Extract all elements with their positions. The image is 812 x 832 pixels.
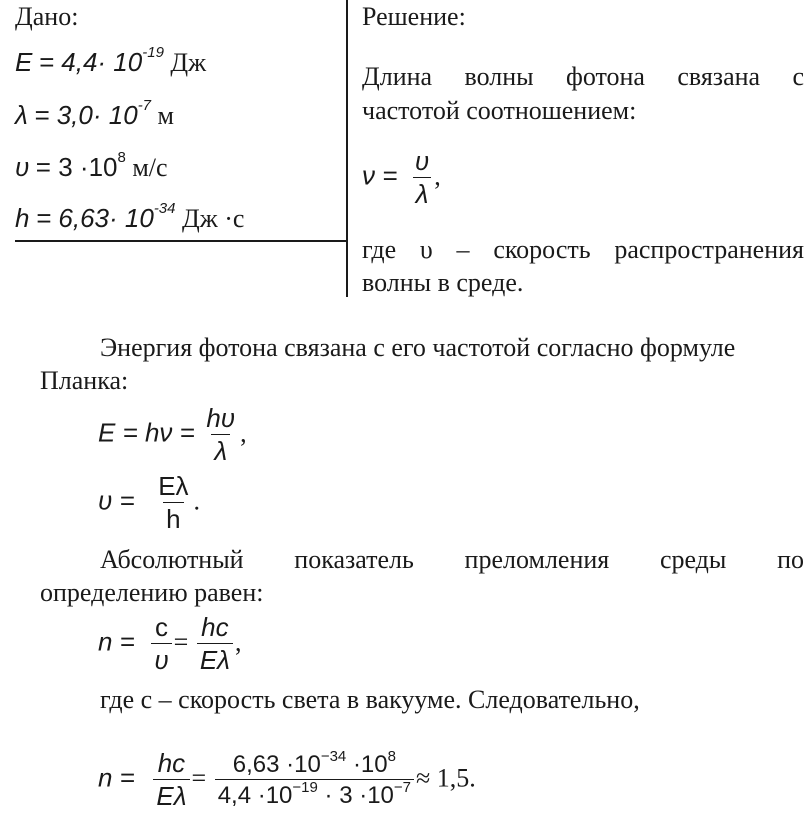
equation-result — [98, 750, 476, 811]
given-divider-horizontal — [15, 240, 346, 242]
index-text-line1: Абсолютный показатель преломления среды по — [100, 545, 804, 574]
solution-intro-line1: Длина волны фотона связана с — [362, 62, 804, 91]
equation-index-numerator1: c — [155, 612, 169, 642]
planck-text-line2: Планка: — [40, 366, 129, 395]
index-text-line2: определению равен: — [40, 578, 264, 607]
equation-index-denominator2: Eλ — [197, 643, 233, 674]
equation-speed-lhs: υ = — [98, 485, 135, 516]
solution-intro-line2: частотой соотношением: — [362, 96, 637, 125]
frequency-formula-tail: , — [434, 161, 441, 191]
equation-energy — [98, 405, 247, 466]
wavelength-symbol: λ — [15, 100, 28, 130]
equation-result-equals: = — [191, 763, 207, 793]
equation-index-numerator2: hc — [201, 612, 229, 642]
speed-mantissa: 3 — [58, 152, 73, 182]
equation-speed-denominator: h — [163, 502, 183, 533]
planck-exponent: -34 — [153, 200, 176, 217]
equation-index-denominator1: υ — [151, 643, 171, 674]
speed-unit: м/с — [132, 153, 168, 182]
equation-result-denominator1: Eλ — [153, 779, 189, 810]
solution-heading: Решение: — [362, 2, 466, 31]
speed-symbol: υ — [15, 152, 30, 182]
equation-result-numerator2: $6,63 \cdot 10^{-34} \cdot 10^8$ — [232, 748, 396, 779]
given-wavelength: $\lambda = 3,0\cdot 10^{-7}$ м — [15, 97, 174, 130]
frequency-formula-numerator: υ — [414, 146, 430, 176]
equation-speed-numerator: Eλ — [158, 471, 189, 501]
energy-symbol: E — [15, 47, 33, 77]
wavelength-mantissa: 3,0 — [56, 100, 93, 130]
wavelength-exponent: -7 — [137, 97, 152, 114]
wavelength-unit: м — [157, 101, 174, 130]
planck-symbol: h — [15, 203, 30, 233]
energy-mantissa: 4,4 — [61, 47, 98, 77]
speed-exponent: 8 — [117, 149, 126, 166]
equation-index-lhs: n = — [98, 626, 135, 657]
given-energy: $E = 4,4\cdot 10^{-19}$ Дж — [15, 44, 207, 77]
given-divider-vertical — [346, 0, 348, 297]
equation-result-numerator1: hc — [157, 748, 186, 778]
light-text-line: где c – скорость света в вакууме. Следовательно, — [100, 685, 640, 714]
equation-energy-lhs: E = hν = — [98, 417, 195, 448]
equation-result-lhs: n = — [98, 762, 135, 793]
equation-energy-numerator: hυ — [206, 403, 236, 433]
equation-index-tail: , — [234, 627, 242, 657]
energy-unit: Дж — [170, 48, 207, 77]
frequency-formula — [362, 148, 441, 209]
equation-speed — [98, 473, 200, 534]
equation-energy-denominator: λ — [211, 434, 230, 465]
equation-result-value: ≈ 1,5. — [416, 763, 476, 793]
frequency-formula-denominator: λ — [413, 177, 432, 208]
given-planck: $h = 6,63\cdot 10^{-34}$ Дж ·с — [15, 200, 245, 233]
solution-note-line1: где υ – скорость распространения — [362, 235, 804, 264]
given-heading: Дано: — [15, 2, 79, 31]
frequency-formula-lhs: ν = — [362, 160, 398, 191]
equation-speed-tail: . — [193, 486, 201, 516]
equation-index — [98, 614, 241, 675]
energy-exponent: -19 — [142, 44, 164, 61]
solution-note-line2: волны в среде. — [362, 268, 524, 297]
given-speed: $\upsilon = 3 \cdot 10^8$ м/с — [15, 149, 168, 182]
planck-mantissa: 6,63 — [58, 203, 109, 233]
equation-result-denominator2: $4,4 \cdot 10^{-19} \cdot 3 \cdot 10^{-7}$ — [215, 779, 414, 808]
planck-unit: Дж ·с — [182, 204, 245, 233]
equation-index-equals: = — [173, 627, 189, 657]
equation-energy-tail: , — [240, 418, 247, 448]
planck-text-line1: Энергия фотона связана с его частотой согласно формуле — [100, 333, 736, 362]
